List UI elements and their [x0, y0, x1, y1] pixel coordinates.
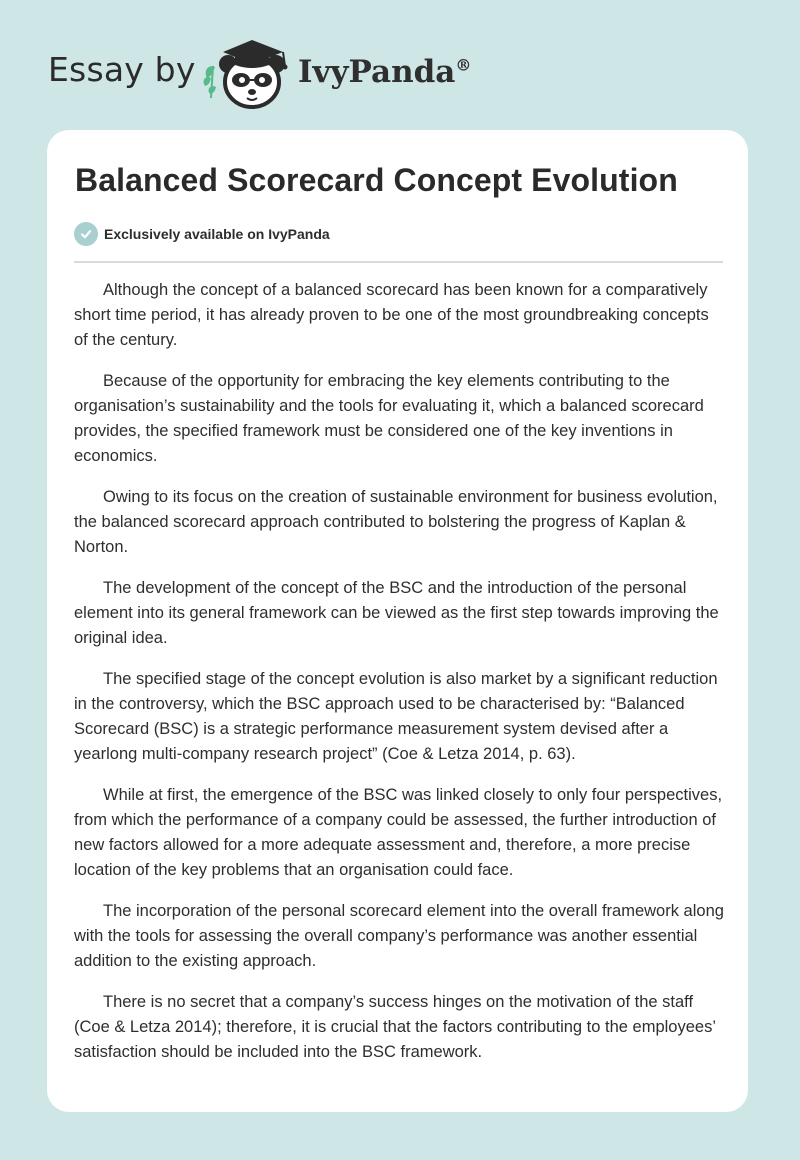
divider [74, 261, 723, 263]
essay-card [47, 130, 748, 1112]
essay-body [74, 278, 724, 1081]
brand-name [298, 54, 471, 90]
paragraph: Owing to its focus on the creation of sustainable environment for business evolution, the balanced scorecard approach contributed to bolstering the progress of Kaplan & Norton. [74, 488, 718, 556]
panda-logo-icon [201, 34, 293, 110]
brand-name-text: IvyPanda [298, 54, 456, 90]
paragraph: The specified stage of the concept evolution is also market by a significant reduction in the controversy, which the BSC approach used to be characterised by: “Balanced Scorecard (BSC) is a strategic performance measurement system devised after a yearlong multi-company research project” (Coe & Letza 2014, p. 63). [74, 670, 718, 763]
paragraph: While at first, the emergence of the BSC was linked closely to only four perspectives, from which the performance of a company could be assessed, the further introduction of new factors allowed for a more adequate assessment and, therefore, a more precise location of the key problems that an organisation could face. [74, 786, 723, 879]
paragraph: The incorporation of the personal scorecard element into the overall framework along with the tools for assessing the overall company’s performance was another essential addition to the existing approach. [74, 902, 724, 970]
exclusive-badge [74, 222, 330, 246]
check-icon [74, 222, 98, 246]
brand-prefix: Essay by [48, 50, 196, 89]
essay-title: Balanced Scorecard Concept Evolution [75, 162, 678, 198]
paragraph: The development of the concept of the BSC and the introduction of the personal element into its general framework can be viewed as the first step towards improving the original idea. [74, 579, 719, 647]
registered-mark: ® [455, 55, 472, 75]
paragraph: There is no secret that a company’s success hinges on the motivation of the staff (Coe & Letza 2014); therefore, it is crucial that the factors contributing to the employees’ satisfaction should be included into the BSC framework. [74, 993, 716, 1061]
exclusive-badge-label: Exclusively available on IvyPanda [104, 226, 330, 242]
brand-header[interactable] [48, 34, 508, 110]
paragraph: Because of the opportunity for embracing the key elements contributing to the organisation’s sustainability and the tools for evaluating it, which a balanced scorecard provides, the specified framework must be considered one of the key inventions in economics. [74, 372, 704, 465]
paragraph: Although the concept of a balanced scorecard has been known for a comparatively short time period, it has already proven to be one of the most groundbreaking concepts of the century. [74, 281, 709, 349]
